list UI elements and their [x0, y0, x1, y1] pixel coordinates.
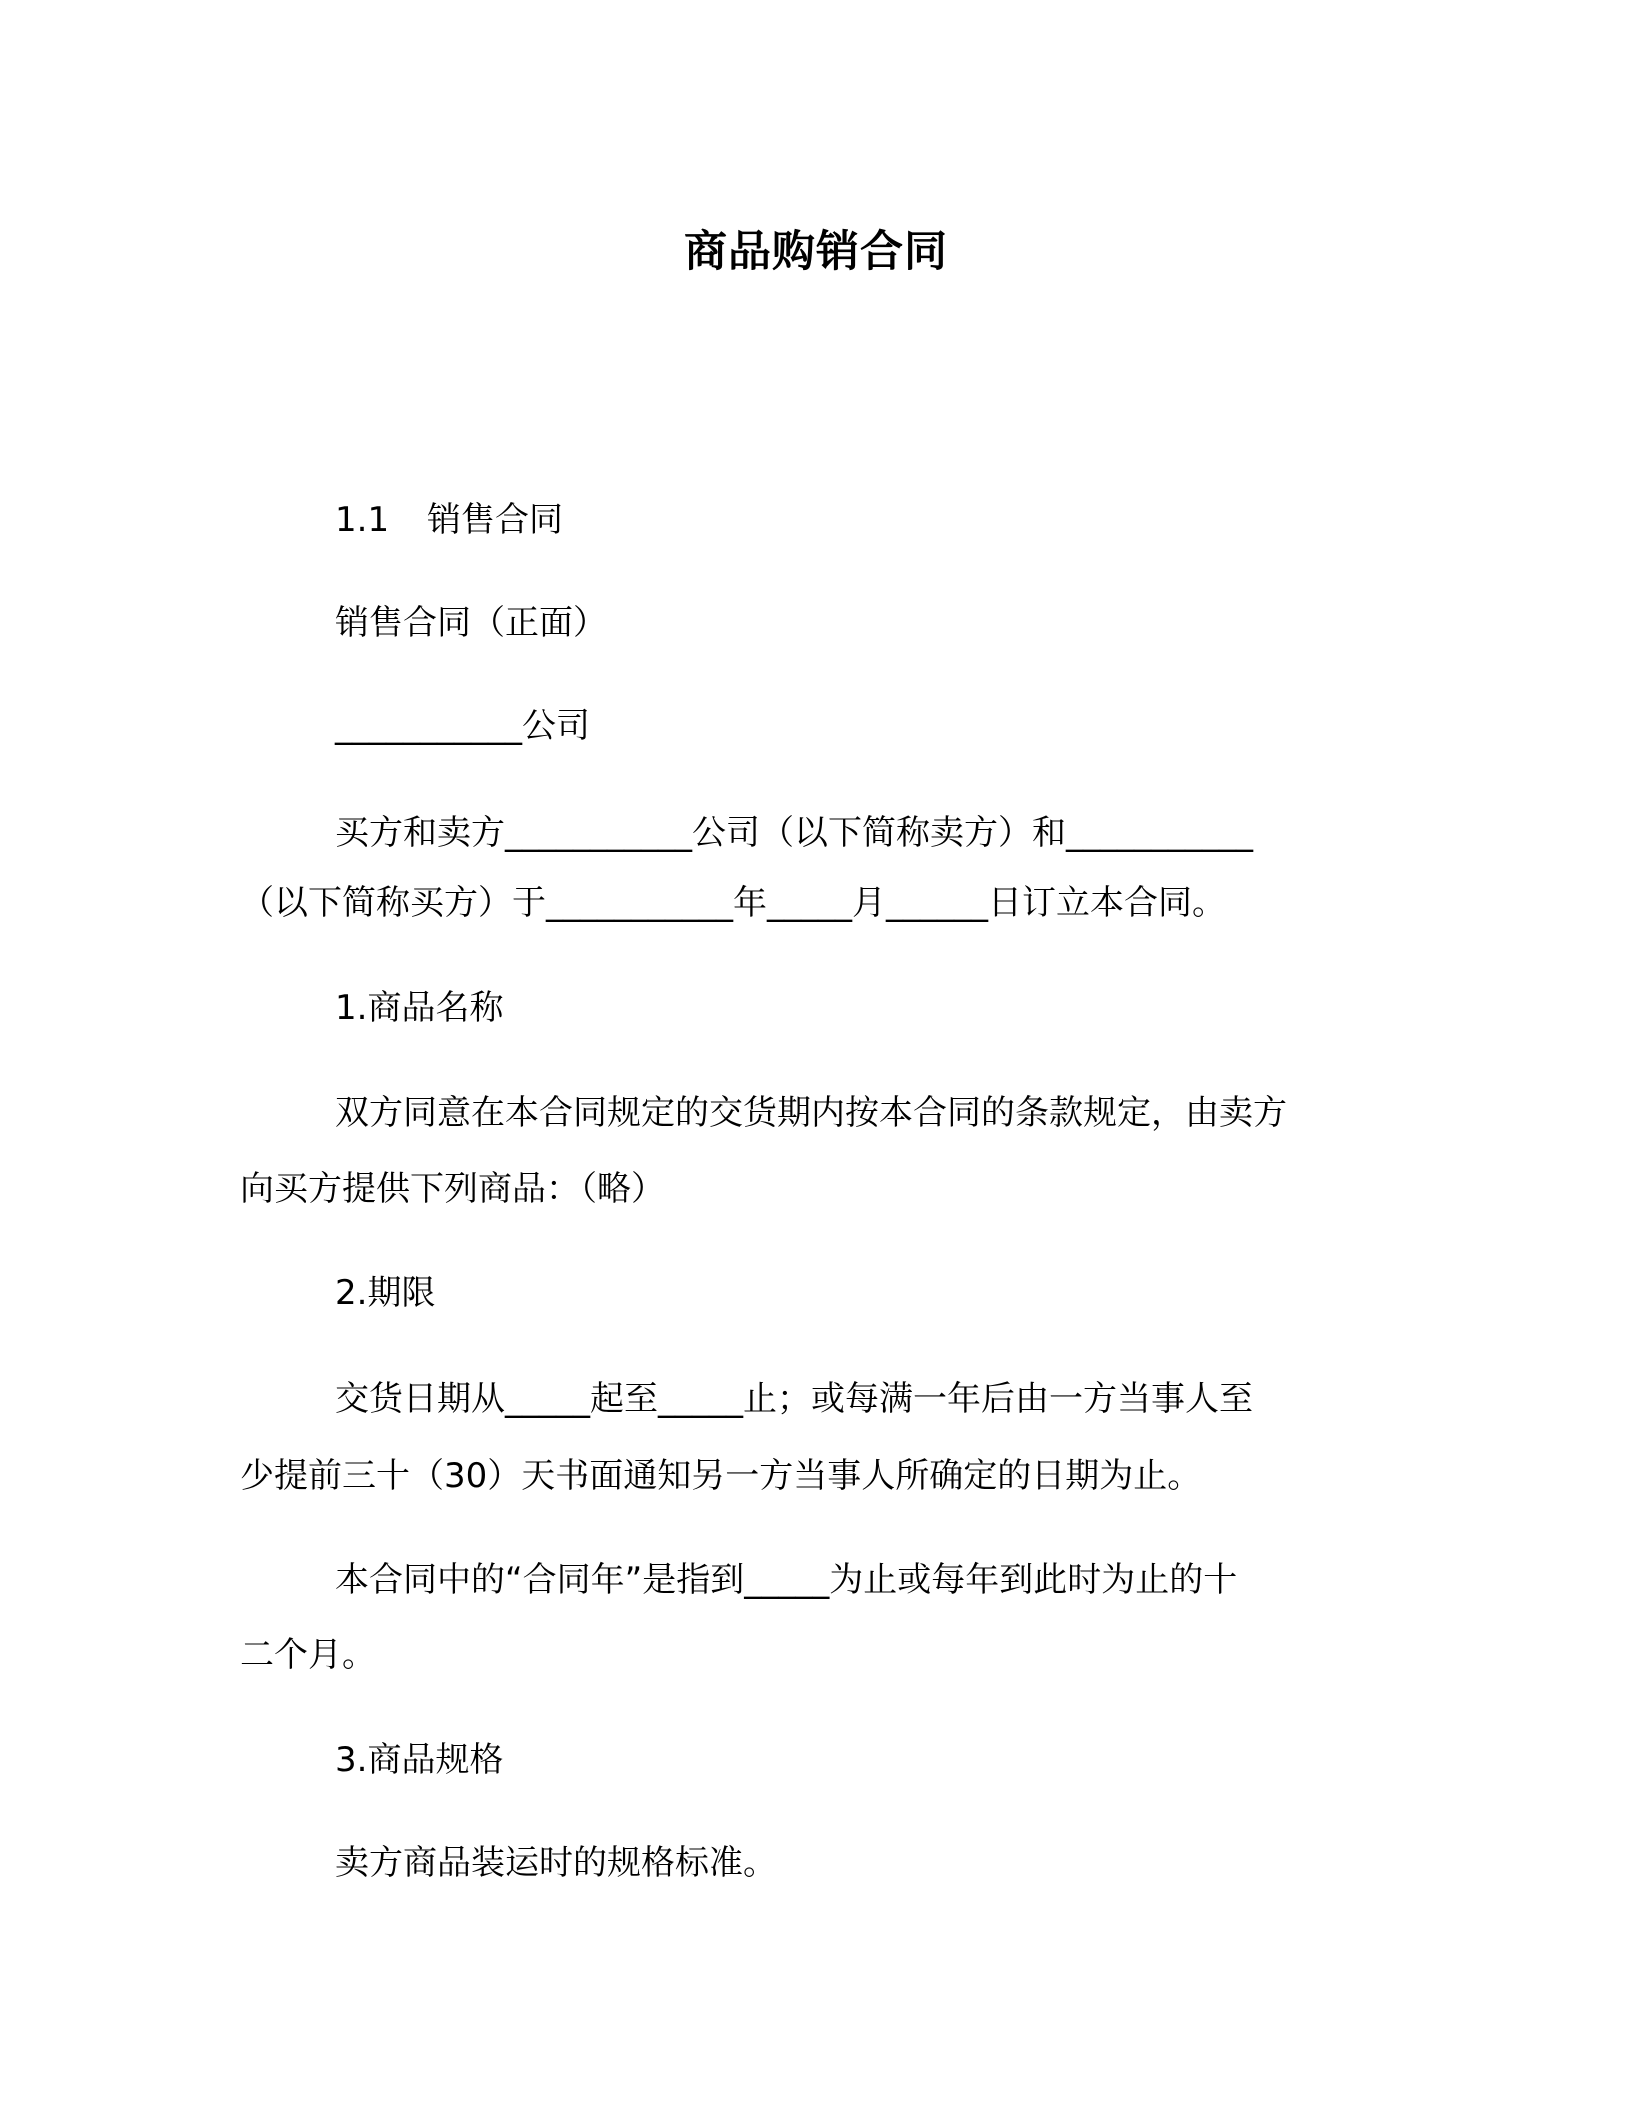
parties-paragraph-line-2: （以下简称买方）于___________年_____月______日订立本合同。 [240, 883, 1226, 923]
clause-1-line-2: 向买方提供下列商品：（略） [240, 1169, 665, 1209]
section-heading [335, 495, 1485, 545]
document-title: 商品购销合同 [684, 227, 948, 277]
clause-3-heading: 3.商品规格 [335, 1740, 504, 1780]
company-line: ___________公司 [335, 706, 590, 746]
clause-2-paragraph-1-line-1: 交货日期从_____起至_____止；或每满一年后由一方当事人至 [335, 1379, 1253, 1419]
parties-paragraph-line-1: 买方和卖方___________公司（以下简称卖方）和___________ [335, 813, 1253, 853]
clause-1-line-1: 双方同意在本合同规定的交货期内按本合同的条款规定，由卖方 [335, 1093, 1287, 1133]
section-heading-text: 销售合同 [427, 500, 563, 540]
clause-2-heading: 2.期限 [335, 1273, 436, 1313]
section-number: 1.1 [335, 500, 390, 540]
clause-1-heading: 1.商品名称 [335, 988, 504, 1028]
clause-2-paragraph-1-line-2: 少提前三十（30）天书面通知另一方当事人所确定的日期为止。 [240, 1456, 1202, 1496]
subheading: 销售合同（正面） [335, 603, 607, 643]
clause-2-paragraph-2-line-1: 本合同中的“合同年”是指到_____为止或每年到此时为止的十 [335, 1560, 1238, 1600]
clause-3-line-1: 卖方商品装运时的规格标准。 [335, 1843, 777, 1883]
clause-2-paragraph-2-line-2: 二个月。 [240, 1635, 376, 1675]
